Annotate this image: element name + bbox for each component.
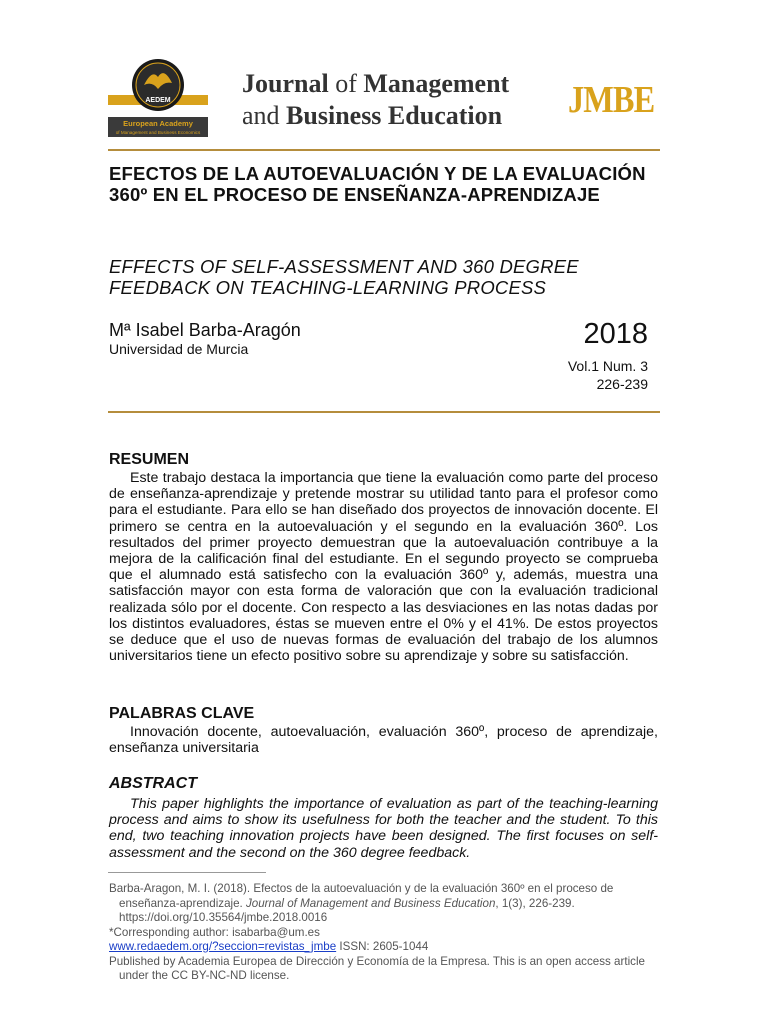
website-link[interactable]: www.redaedem.org/?seccion=revistas_jmbe [109,940,337,953]
page-range: 226-239 [596,376,648,392]
aedem-logo [108,55,208,139]
author-affiliation: Universidad de Murcia [109,341,249,357]
corresponding-author: *Corresponding author: isabarba@um.es [109,925,320,939]
svg-text:AEDEM: AEDEM [145,97,171,104]
footnote [109,882,661,984]
author-name: Mª Isabel Barba-Aragón [109,320,301,340]
abstract-heading: ABSTRACT [109,775,197,792]
license-text: Published by Academia Europea de Dirección y Economía de la Empresa. This is an open access article under the CC BY-NC-ND license. [109,954,645,982]
keywords-text: Innovación docente, autoevaluación, evaluación 360º, proceso de aprendizaje, enseñanza universitaria [109,724,658,757]
title-divider [108,411,660,413]
resumen-text: Este trabajo destaca la importancia que tiene la evaluación como parte del proceso de enseñanza-aprendizaje y pretende mostrar su utilidad tanto para el profesor como para el estudiante. Para ello se han diseñado dos proyectos de innovación docente. El primero se centra en la autoevaluación y el segundo en la evaluación 360º. Los resultados del primer proyecto demuestran que la autoevaluación contribuye a la mejora de la calificación final del estudiante. En el segundo proyecto se comprueba que el alumnado está satisfecho con la evaluación 360º y, además, muestra una satisfacción mayor con esta forma de valoración que con la evaluación tradicional realizada sólo por el docente. Con respecto a las desviaciones en las notas dadas por los distintos evaluadores, éstas se mueven entre el 0% y el 41%. De estos proyectos se deduce que el uso de nuevas formas de evaluación del trabajo de los alumnos universitarios tiene un efecto positivo sobre su aprendizaje y sobre su satisfacción. [109,470,658,665]
publication-year: 2018 [583,318,648,350]
header-divider [108,149,660,151]
volume-number: Vol.1 Num. 3 [567,358,648,374]
journal-title: Journal of Management and Business Education [242,69,510,130]
svg-text:European Academy: European Academy [123,119,193,128]
title-spanish: EFECTOS DE LA AUTOEVALUACIÓN Y DE LA EVALUACIÓN 360º EN EL PROCESO DE ENSEÑANZA-APRENDIZAJE [109,163,646,205]
title-english: EFFECTS OF SELF-ASSESSMENT AND 360 DEGREE FEEDBACK ON TEACHING-LEARNING PROCESS [109,256,579,298]
website-line: www.redaedem.org/?seccion=revistas_jmbe ISSN: 2605-1044 [109,940,429,953]
volume-info [540,357,648,393]
resumen-heading: RESUMEN [109,451,190,468]
journal-acronym: JMBE [568,79,655,121]
citation: Barba-Aragon, M. I. (2018). Efectos de la autoevaluación y de la evaluación 360º en el proceso de enseñanza-aprendizaje. Journal of Management and Business Education, 1(3), 226-239. https://doi.org/10.35564/jmbe.2018.0016 [109,882,614,924]
abstract-text: This paper highlights the importance of evaluation as part of the teaching-learning process and aims to show its usefulness for both the teacher and the student. To this end, two teaching innovation projects have been designed. The first focuses on self-assessment and the second on the 360 degree feedback. [109,796,658,861]
svg-text:of Management and Business Eco: of Management and Business Economics [115,130,201,135]
keywords-heading: PALABRAS CLAVE [109,705,255,722]
footnote-divider [108,872,266,873]
